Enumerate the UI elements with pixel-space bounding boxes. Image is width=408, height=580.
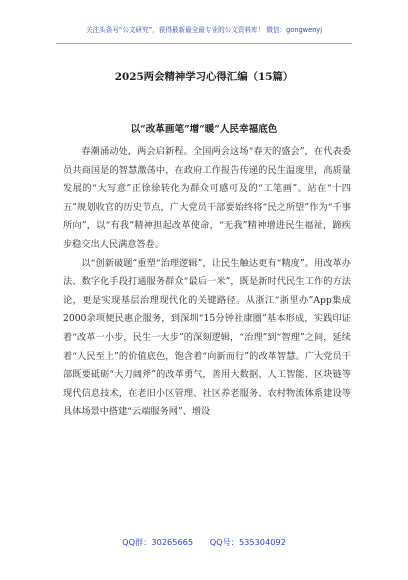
header-divider [56,43,352,44]
footer-contact [0,537,408,548]
section-heading: 以“改革画笔”增“暖”人民幸福底色 [130,124,278,135]
qq-number-text: QQ号：535304092 [209,537,286,547]
paragraph: 以“创新破题”重塑“治理逻辑”，让民生触达更有“精度”。用改革办法、数字化手段打通服务群众“最后一米”，既是新时代民生工作的方法论，更是实现基层治理现代化的关键路径。从浙江“浙里办”App集成2000余项便民惠企服务，到深圳“15分钟社康圈”基本形成，实践印证着“改革一小步，民生一大步”的深刻逻辑，“治理”到“智理”之间，延续着“人民至上”的价值底色，饱含着“向新而行”的改革智慧。广大党员干部既要砥砺“大刀阔斧”的改革勇气，善用大数据、人工智能、区块链等现代信息技术，在老旧小区管理、社区养老服务、农村物流体系建设等具体场景中搭建“云端服务网”、增设 [63,257,351,418]
qq-group-text: QQ群：30265665 [122,537,194,547]
document-title: 2025两会精神学习心得汇编（15篇） [114,71,294,83]
body-text [63,143,351,422]
paragraph: 春潮涌动处，两会启新程。全国两会这场“春天的盛会”，在代表委员共商国是的智慧激荡中，在政府工作报告传递的民生温度里，高质量发展的“大写意”正徐徐转化为群众可感可及的“工笔画”。站在“十四五”规划收官的历史节点，广大党员干部要始终将“民之所望”作为“千事所向”，以“有我”精神担起改革使命，“无我”精神增进民生福祉，蹄疾步稳交出人民满意答卷。 [63,146,351,250]
header-banner: 关注头条号“公文研究”，获得最新最全最专业的公文资料库！ 微信：gongwenyj [85,26,323,34]
